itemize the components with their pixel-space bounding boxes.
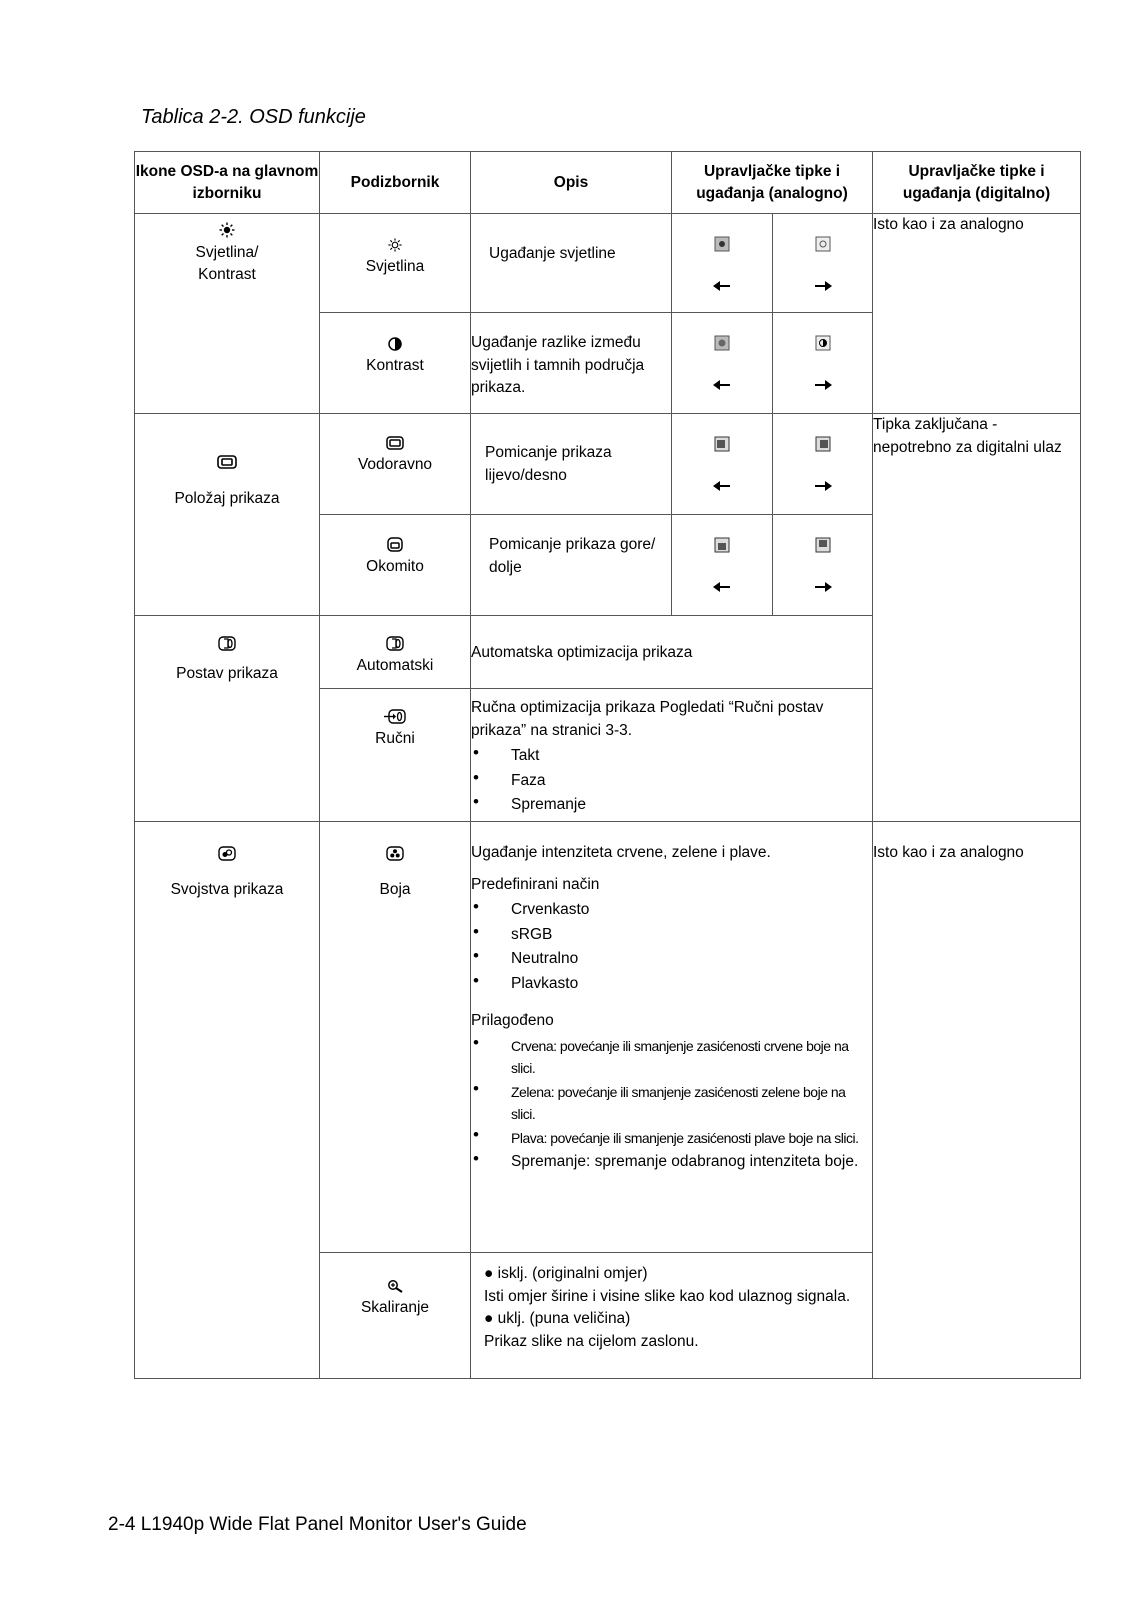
description-scaling: [471, 1253, 873, 1379]
analog-right-horizontal: [773, 414, 873, 515]
position-icon: [217, 454, 237, 470]
header-analog-controls: Upravljačke tipke i ugađanja (analogno): [672, 152, 873, 214]
setup-icon: [218, 636, 236, 651]
submenu-color: [320, 822, 471, 1253]
header-main-icons: Ikone OSD-a na glavnom izborniku: [135, 152, 320, 214]
brightness-icon: [388, 238, 402, 252]
description-manual: [471, 689, 873, 822]
description-color: [471, 822, 873, 1253]
osd-functions-table: [134, 151, 1081, 1379]
move-left-icon: [714, 436, 730, 452]
submenu-horizontal: [320, 414, 471, 515]
list-item: • Zelena: povećanje ili smanjenje zasićenosti zelene boje na slici.: [471, 1081, 872, 1125]
list-item: • Spremanje: [471, 793, 872, 818]
submenu-scaling: [320, 1253, 471, 1379]
contrast-down-icon: [714, 335, 730, 351]
color-icon: [386, 846, 404, 861]
scaling-line: ● uklj. (puna veličina): [484, 1310, 631, 1327]
table-row: [135, 822, 1081, 1253]
right-arrow-icon: [814, 280, 832, 292]
analog-up-vertical: [773, 515, 873, 616]
list-item: • Crvenkasto: [471, 898, 872, 923]
left-arrow-icon: [713, 581, 731, 593]
scaling-icon: [386, 1279, 404, 1293]
right-arrow-icon: [814, 581, 832, 593]
submenu-brightness: [320, 214, 471, 313]
right-arrow-icon: [814, 379, 832, 391]
left-arrow-icon: [713, 480, 731, 492]
scaling-line: Isti omjer širine i visine slike kao kod ulaznog signala.: [484, 1287, 851, 1305]
brightness-up-icon: [815, 236, 831, 252]
right-arrow-icon: [814, 480, 832, 492]
analog-down-vertical: [672, 515, 773, 616]
submenu-manual: [320, 689, 471, 822]
move-down-icon: [714, 537, 730, 553]
list-item: • Plavkasto: [471, 972, 872, 997]
list-item: • Takt: [471, 744, 872, 769]
analog-decrease-contrast: [672, 313, 773, 414]
submenu-vertical: [320, 515, 471, 616]
analog-increase-brightness: [773, 214, 873, 313]
brightness-icon: [219, 222, 235, 238]
contrast-up-icon: [815, 335, 831, 351]
preset-title: Predefinirani način: [471, 875, 600, 893]
list-item: • Spremanje: spremanje odabranog intenziteta boje.: [471, 1151, 872, 1173]
custom-title: Prilagođeno: [471, 1012, 554, 1029]
description-automatic: Automatska optimizacija prikaza: [471, 616, 873, 689]
manual-desc-text: Ručna optimizacija prikaza Pogledati “Ručni postav prikaza” na stranici 3-3.: [471, 699, 824, 739]
scaling-line: ● isklj. (originalni omjer): [484, 1265, 648, 1282]
header-digital-controls: Upravljačke tipke i ugađanja (digitalno): [873, 152, 1081, 214]
main-cell-setup: [135, 616, 320, 822]
main-label-position: Položaj prikaza: [174, 490, 280, 507]
submenu-label: Skaliranje: [360, 1299, 430, 1316]
analog-decrease-brightness: [672, 214, 773, 313]
left-arrow-icon: [713, 280, 731, 292]
description-contrast: Ugađanje razlike između svijetlih i tamnih područja prikaza.: [471, 313, 672, 414]
submenu-label: Automatski: [356, 657, 434, 674]
table-row: [135, 214, 1081, 313]
manual-bullet-list: [471, 744, 872, 818]
manual-setup-icon: [384, 709, 406, 724]
scaling-line: Prikaz slike na cijelom zaslonu.: [484, 1332, 699, 1350]
main-label-brightness: Svjetlina/ Kontrast: [195, 244, 259, 283]
main-cell-position: [135, 414, 320, 616]
submenu-label: Svjetlina: [365, 258, 425, 275]
description-brightness: Ugađanje svjetline: [471, 214, 672, 313]
description-vertical: Pomicanje prikaza gore/ dolje: [471, 515, 672, 616]
submenu-label: Kontrast: [366, 357, 424, 374]
header-submenu: Podizbornik: [320, 152, 471, 214]
properties-icon: [218, 846, 236, 861]
list-item: • Neutralno: [471, 947, 872, 972]
description-horizontal: Pomicanje prikaza lijevo/desno: [471, 414, 672, 515]
main-cell-brightness: [135, 214, 320, 414]
horizontal-position-icon: [386, 436, 404, 450]
vertical-position-icon: [387, 537, 403, 552]
move-right-icon: [815, 436, 831, 452]
submenu-contrast: [320, 313, 471, 414]
page-footer: 2-4 L1940p Wide Flat Panel Monitor User's Guide: [108, 1514, 527, 1535]
color-desc-text: Ugađanje intenziteta crvene, zelene i plave.: [471, 844, 771, 861]
main-label-properties: Svojstva prikaza: [170, 881, 284, 898]
submenu-label: Boja: [379, 881, 411, 898]
analog-left-horizontal: [672, 414, 773, 515]
table-caption: Tablica 2-2. OSD funkcije: [141, 106, 366, 128]
list-item: • Faza: [471, 769, 872, 794]
contrast-icon: [388, 337, 402, 351]
list-item: • Plava: povećanje ili smanjenje zasićenosti plave boje na slici.: [471, 1127, 872, 1149]
table-row: [135, 414, 1081, 515]
submenu-label: Vodoravno: [357, 456, 433, 473]
left-arrow-icon: [713, 379, 731, 391]
digital-position-setup: Tipka zaključana - nepotrebno za digitalni ulaz: [873, 414, 1081, 822]
digital-properties: Isto kao i za analogno: [873, 822, 1081, 1379]
move-up-icon: [815, 537, 831, 553]
preset-list: [471, 898, 872, 996]
table-header-row: [135, 152, 1081, 214]
digital-brightness: Isto kao i za analogno: [873, 214, 1081, 414]
header-description: Opis: [471, 152, 672, 214]
main-cell-properties: [135, 822, 320, 1379]
custom-list: [471, 1035, 872, 1173]
submenu-automatic: [320, 616, 471, 689]
main-label-setup: Postav prikaza: [176, 665, 278, 682]
auto-setup-icon: [386, 636, 404, 651]
list-item: • sRGB: [471, 923, 872, 948]
analog-increase-contrast: [773, 313, 873, 414]
brightness-down-icon: [714, 236, 730, 252]
submenu-label: Ručni: [375, 730, 415, 747]
submenu-label: Okomito: [366, 558, 424, 575]
list-item: • Crvena: povećanje ili smanjenje zasićenosti crvene boje na slici.: [471, 1035, 872, 1079]
